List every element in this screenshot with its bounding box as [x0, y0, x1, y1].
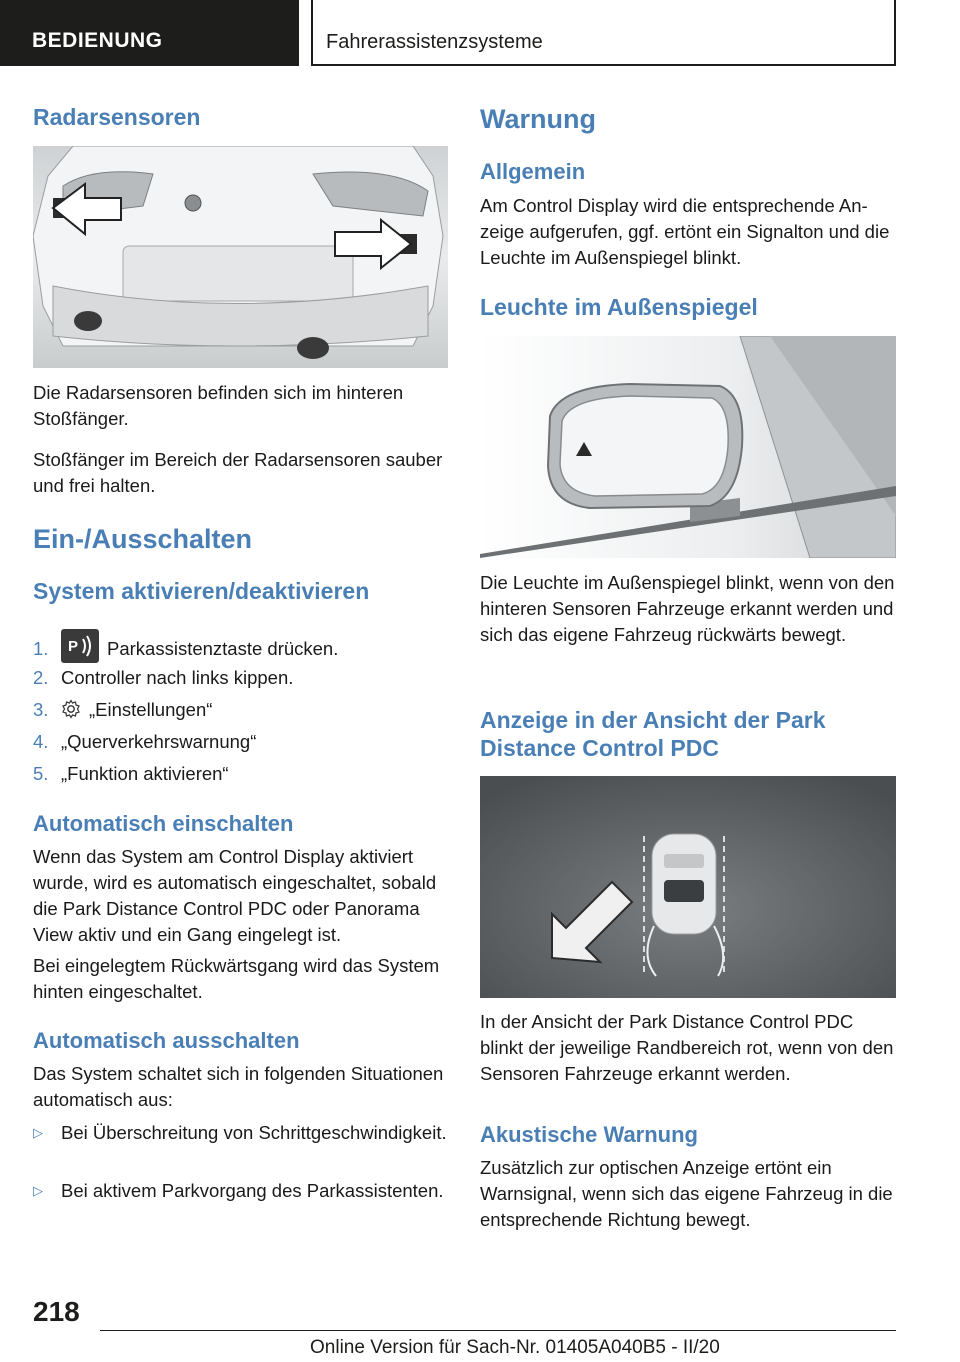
section-tab	[0, 0, 299, 66]
warning-heading: Warnung	[480, 104, 596, 134]
general-heading: Allgemein	[480, 159, 586, 184]
auto-on-description: Wenn das System am Control Display aktiviert wurde, wird es automatisch eingeschaltet, sobald die Park Distance Control PDC oder Panorama View aktiv und ein Gang eingelegt ist.	[33, 846, 437, 945]
radar-cleaning-note: Stoßfänger im Bereich der Radarsensoren sauber und frei halten.	[33, 449, 443, 496]
general-description: Am Control Display wird die entsprechende Anzeige aufgerufen, ggf. ertönt ein Signalton und die Leuchte im Außenspiegel blinkt.	[480, 195, 890, 268]
section-title: BEDIENUNG	[32, 29, 163, 52]
auto-on-reverse-note: Bei eingelegtem Rückwärtsgang wird das System hinten eingeschaltet.	[33, 955, 440, 1002]
pdc-heading-line-2: Distance Control PDC	[480, 735, 719, 761]
pdc-view-figure	[480, 776, 896, 998]
step-text: Parkassistenztaste drücken.	[107, 638, 339, 659]
triangle-bullet-icon: ▷	[33, 1125, 43, 1140]
onoff-heading: Ein-/Ausschalten	[33, 524, 253, 554]
pdc-description: In der Ansicht der Park Distance Control PDC blinkt der jeweilige Randbereich rot, wenn von den Sensoren Fahrzeuge erkannt werden.	[480, 1011, 894, 1084]
svg-text:P: P	[68, 638, 79, 655]
gear-icon	[61, 699, 81, 719]
bullet-text: Bei Überschreitung von Schrittgeschwindigkeit.	[61, 1122, 447, 1143]
chapter-title: Fahrerassistenzsysteme	[326, 31, 543, 53]
radar-heading: Radarsensoren	[33, 104, 201, 130]
step-number: 4.	[33, 731, 49, 752]
auto-on-heading: Automatisch einschalten	[33, 811, 294, 836]
bullet-item	[33, 1178, 448, 1204]
step-3	[33, 697, 212, 723]
auto-off-description: Das System schaltet sich in folgenden Situationen automatisch aus:	[33, 1063, 444, 1110]
acoustic-description: Zusätzlich zur optischen Anzeige ertönt ein Warnsignal, wenn sich das eigene Fahrzeug in die entsprechende Richtung bewegt.	[480, 1157, 893, 1230]
step-number: 3.	[33, 699, 49, 720]
step-text: „Querverkehrswarnung“	[61, 731, 257, 752]
footer-divider	[100, 1330, 896, 1331]
park-assist-button-icon	[61, 629, 99, 663]
acoustic-heading: Akustische Warnung	[480, 1122, 698, 1147]
side-mirror-figure	[480, 336, 896, 558]
chapter-tab	[311, 0, 896, 66]
step-text: „Einstellungen“	[89, 699, 213, 720]
radar-description: Die Radarsensoren befinden sich im hinteren Stoßfänger.	[33, 382, 404, 429]
step-text: „Funktion aktivieren“	[61, 763, 229, 784]
step-2	[33, 665, 293, 691]
step-text: Controller nach links kippen.	[61, 667, 294, 688]
step-5	[33, 761, 229, 787]
step-1	[33, 629, 338, 663]
mirror-description: Die Leuchte im Außenspiegel blinkt, wenn von den hinteren Sensoren Fahrzeuge erkannt werden und sich das eigene Fahrzeug rückwärts bewegt.	[480, 572, 895, 645]
auto-off-heading: Automatisch ausschalten	[33, 1028, 300, 1053]
step-number: 2.	[33, 667, 49, 688]
page-number: 218	[33, 1296, 80, 1327]
pdc-heading-line-1: Anzeige in der Ansicht der Park	[480, 707, 826, 733]
activate-heading: System aktivieren/deaktivieren	[33, 578, 370, 604]
mirror-heading: Leuchte im Außenspiegel	[480, 294, 758, 320]
step-4	[33, 729, 256, 755]
step-number: 1.	[33, 638, 49, 659]
triangle-bullet-icon: ▷	[33, 1183, 43, 1198]
step-number: 5.	[33, 763, 49, 784]
rear-bumper-figure	[33, 146, 448, 368]
bullet-text: Bei aktivem Parkvorgang des Parkassistenten.	[61, 1180, 444, 1201]
footer-version-text: Online Version für Sach-Nr. 01405A040B5 - II/20	[310, 1337, 720, 1358]
bullet-item	[33, 1120, 448, 1146]
